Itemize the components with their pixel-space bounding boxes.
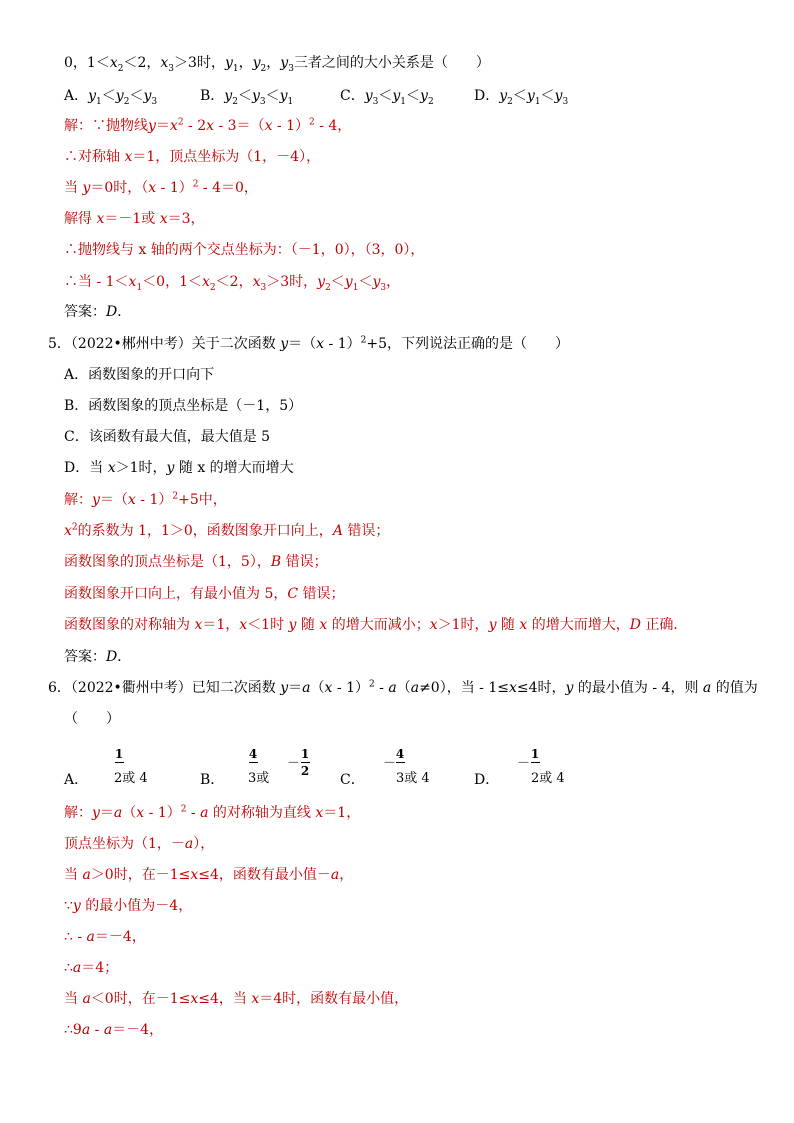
q6-option-b-fraction-bar-2 (301, 762, 310, 763)
q5-solution-line-2: $x^2$的系数为 1，1＞0，函数图象开口向上，A 错误； (64, 522, 390, 539)
q6-option-a-rest: 2或 4 (114, 771, 148, 786)
q4-solution-line-5: ∴抛物线与 x 轴的两个交点坐标为：（－1，0），（3，0）， (64, 242, 425, 258)
q6-option-b-negative: － (287, 756, 301, 771)
q6-option-b-label: B． (200, 772, 225, 788)
q4-solution-line-3: 当 y＝0时，（x - 1）$^2$ - 4＝0， (64, 179, 258, 196)
q6-solution-line-2: 顶点坐标为（1，－a）， (64, 836, 215, 852)
q6-solution-line-5: ∴ - a＝－4， (64, 929, 146, 945)
q6-option-b-fraction-bar (249, 762, 258, 763)
q5-solution-line-3: 函数图象的顶点坐标是（1，5），B 错误； (64, 554, 328, 570)
q5-option-a: A．函数图象的开口向下 (64, 367, 215, 383)
q6-option-a-numerator: 1 (114, 747, 124, 761)
q4-solution-line-1: 解：∵抛物线$y=x^2 - 2x - 3=(x - 1)^2 - 4$， (64, 117, 352, 134)
q6-option-b-numerator-2: 1 (300, 747, 310, 761)
q4-solution-line-4: 解得 x＝－1或 x＝3， (64, 211, 205, 227)
q5-option-c: C．该函数有最大值，最大值是 5 (64, 429, 271, 445)
q6-option-c-numerator: 4 (395, 747, 405, 761)
q6-option-a-fraction-bar (115, 762, 124, 763)
q6-stem-paren: （ ） (64, 711, 120, 727)
q6-option-d-rest: 2或 4 (531, 771, 565, 786)
q6-solution-line-1: 解：y＝a（x - 1）$^2$ - a 的对称轴为直线 x＝1， (64, 804, 361, 821)
q6-option-b-numerator: 4 (248, 747, 258, 761)
q6-solution-line-7: 当 a＜0时，在－1≤x≤4，当 x＝4时，函数有最小值， (64, 991, 409, 1007)
q6-option-d-numerator: 1 (530, 747, 540, 761)
q6-option-a-label: A． (64, 772, 89, 788)
q6-option-d-label: D． (474, 772, 500, 788)
q5-option-d: D．当 x＞1时，y 随 x 的增大而增大 (64, 460, 294, 476)
q6-option-c-negative: － (383, 756, 397, 771)
q5-solution-line-5: 函数图象的对称轴为 x＝1，x＜1时 y 随 x 的增大而减小；x＞1时，y 随 x 的增大而增大，D 正确． (64, 617, 688, 633)
q6-option-b-rest: 3或 (248, 771, 270, 786)
q6-option-c-rest: 3或 4 (396, 771, 430, 786)
q6-option-b-denominator-2: 2 (300, 764, 310, 778)
q6-solution-line-4: ∵y 的最小值为－4， (64, 898, 193, 914)
q5-option-b: B．函数图象的顶点坐标是（－1，5） (64, 398, 303, 414)
q5-answer: 答案：D． (64, 649, 132, 665)
q4-option-d: D．$y_2<y_1<y_3$ (474, 88, 569, 107)
q5-stem: 5．（2022•郴州中考）关于二次函数 y＝（x - 1）$^2$+5，下列说法正确的是（ ） (48, 335, 569, 352)
q6-option-c-fraction-bar (396, 762, 405, 763)
q6-option-d-fraction-bar (531, 762, 540, 763)
q6-solution-line-8: ∴9a - a＝－4， (64, 1022, 164, 1038)
q4-answer: 答案：D． (64, 304, 132, 320)
q5-solution-line-1: 解：y＝（x - 1）$^2$+5中， (64, 491, 227, 508)
q5-solution-line-4: 函数图象开口向上，有最小值为 5，C 错误； (64, 586, 345, 602)
q6-option-d-negative: － (517, 756, 531, 771)
q4-option-c: C．$y_3<y_1<y_2$ (340, 88, 434, 107)
q4-stem-tail: 0，$1<x_2<2$，$x_3>3$时，$y_1$，$y_2$，$y_3$三者之间的大小关系是（ ） (64, 55, 490, 74)
q4-option-a: A．$y_1<y_2<y_3$ (64, 88, 158, 107)
q6-option-c-label: C． (340, 772, 365, 788)
q4-solution-line-6: ∴当 - $1<x_1<0$，$1<x_2<2$，$x_3>3$时，$y_2<y_1<y_3$， (64, 274, 401, 293)
q4-solution-line-2: ∴对称轴 x＝1，顶点坐标为（1，－4）， (64, 149, 321, 165)
q6-stem: 6．（2022•衢州中考）已知二次函数 y＝a（x - 1）$^2$ - a（a≠0），当 - 1≤x≤4时，y 的最小值为 - 4，则 a 的值为 (48, 679, 758, 696)
q4-option-b: B．$y_2<y_3<y_1$ (200, 88, 294, 107)
q6-solution-line-6: ∴a＝4； (64, 960, 119, 976)
q6-solution-line-3: 当 a＞0时，在－1≤x≤4，函数有最小值－a， (64, 867, 354, 883)
